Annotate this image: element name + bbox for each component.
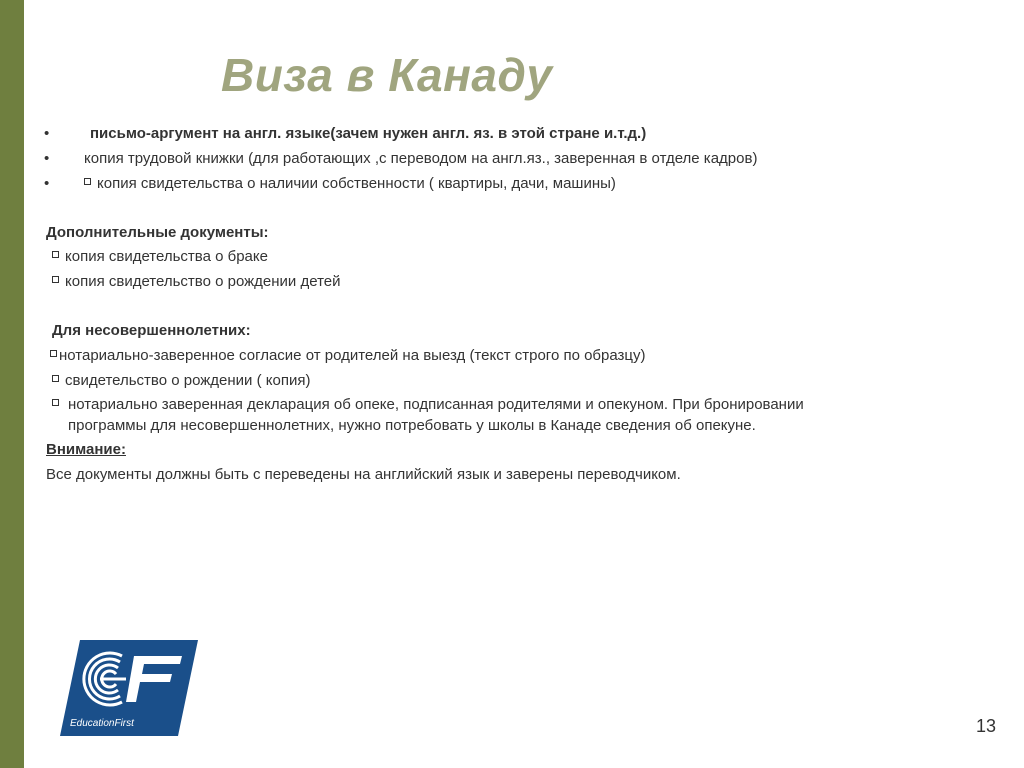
bullet-item-2: копия трудовой книжки (для работающих ,с переводом на англ.яз., заверенная в отделе кадров) <box>84 150 758 167</box>
bullet-dot: • <box>44 150 50 167</box>
minors-item-3 <box>52 396 804 414</box>
square-bullet-icon <box>52 375 59 382</box>
additional-item-1-text: копия свидетельства о браке <box>65 248 268 265</box>
minors-item-3-continued: программы для несовершеннолетних, нужно потребовать у школы в Канаде сведения об опекуне. <box>68 417 756 434</box>
bullet-item-3-text: копия свидетельства о наличии собственности ( квартиры, дачи, машины) <box>97 175 616 192</box>
attention-heading: Внимание: <box>46 441 126 458</box>
bullet-dot: • <box>44 125 50 142</box>
square-bullet-icon <box>84 178 91 185</box>
additional-item-1 <box>52 248 268 266</box>
square-bullet-icon <box>52 251 59 258</box>
minors-item-1-text: нотариально-заверенное согласие от родителей на выезд (текст строго по образцу) <box>59 347 646 364</box>
square-bullet-icon <box>52 276 59 283</box>
left-accent-bar <box>0 0 24 768</box>
minors-item-3-text: нотариально заверенная декларация об опеке, подписанная родителями и опекуном. При бронировании <box>68 396 804 413</box>
minors-heading: Для несовершеннолетних: <box>52 322 251 339</box>
attention-text: Все документы должны быть с переведены на английский язык и заверены переводчиком. <box>46 466 681 483</box>
bullet-item-1: письмо-аргумент на англ. языке(зачем нужен англ. яз. в этой стране и.т.д.) <box>90 125 647 142</box>
ef-logo-text: EducationFirst <box>70 718 134 729</box>
square-bullet-icon <box>50 350 57 357</box>
slide-title: Виза в Канаду <box>221 49 553 101</box>
additional-heading: Дополнительные документы: <box>46 224 269 241</box>
page-number: 13 <box>975 716 996 736</box>
additional-item-2 <box>52 273 341 291</box>
bullet-dot: • <box>44 175 50 192</box>
additional-item-2-text: копия свидетельство о рождении детей <box>65 273 341 290</box>
ef-logo <box>60 640 198 736</box>
ef-logo-icon <box>60 640 198 736</box>
square-bullet-icon <box>52 399 59 406</box>
minors-item-2 <box>52 372 310 390</box>
bullet-item-3 <box>84 175 616 193</box>
minors-item-1 <box>50 347 646 365</box>
minors-item-2-text: свидетельство о рождении ( копия) <box>65 372 311 389</box>
